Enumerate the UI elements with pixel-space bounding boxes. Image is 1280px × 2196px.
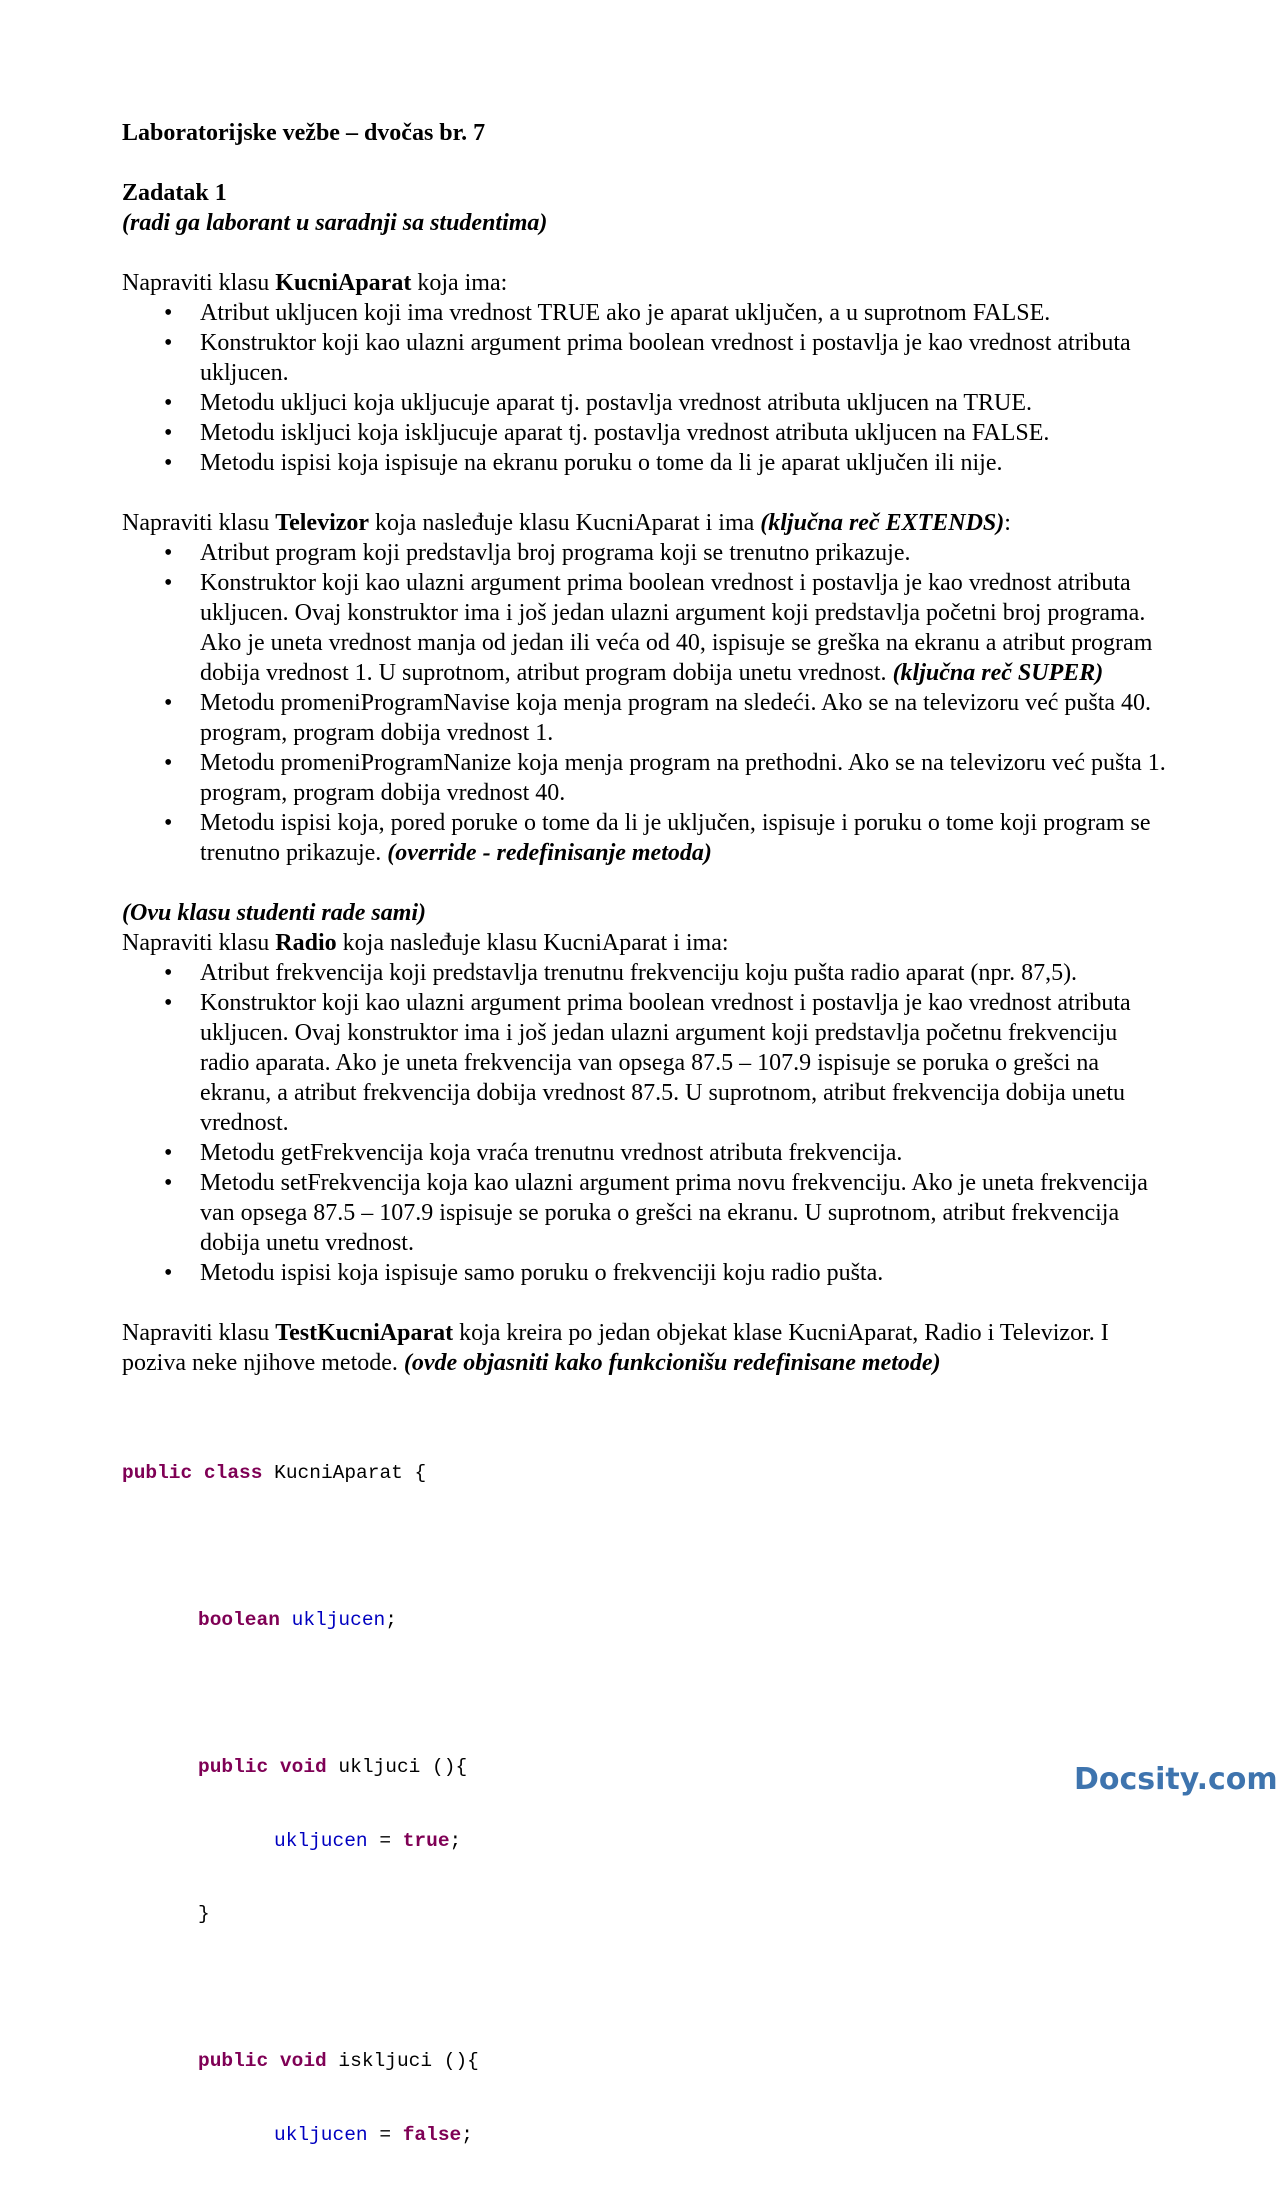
- list-item: • Konstruktor koji kao ulazni argument prima boolean vrednost i postavlja je kao vrednost atributa ukljucen.: [122, 328, 1172, 388]
- test-intro: Napraviti klasu TestKucniAparat koja kreira po jedan objekat klase KucniAparat, Radio i Televizor. I poziva neke njihove metode. (ovde objasniti kako funkcionišu redefinisane metode): [122, 1320, 1109, 1376]
- televizor-bullet-list: [122, 538, 1172, 868]
- document-title: Laboratorijske vežbe – dvočas br. 7: [122, 120, 486, 146]
- list-item: • Konstruktor koji kao ulazni argument prima boolean vrednost i postavlja je kao vrednost atributa ukljucen. Ovaj konstruktor ima i još jedan ulazni argument koji predstavlja početnu frekvenciju radio aparata. Ako je uneta frekvencija van opsega 87.5 – 107.9 ispisuje se poruka o grešci na ekranu, a atribut frekvencija dobija vrednost 87.5. U suprotnom, atribut frekvencija dobija unetu vrednost.: [122, 988, 1172, 1138]
- override-explain-note: (ovde objasniti kako funkcionišu redefinisane metode): [403, 1350, 941, 1376]
- code-line: public void iskljuci (){: [198, 2050, 479, 2072]
- radio-class-name: Radio: [275, 930, 337, 956]
- radio-intro: Napraviti klasu Radio koja nasleđuje klasu KucniAparat i ima:: [122, 930, 729, 956]
- list-item: • Metodu iskljuci koja iskljucuje aparat tj. postavlja vrednost atributa ukljucen na FALSE.: [122, 418, 1172, 448]
- list-item: • Metodu promeniProgramNavise koja menja program na sledeći. Ako se na televizoru već pušta 40. program, program dobija vrednost 1.: [122, 688, 1172, 748]
- list-item: • Atribut program koji predstavlja broj programa koji se trenutno prikazuje.: [122, 538, 1172, 568]
- docsity-watermark: Docsity.com: [1074, 1762, 1278, 1797]
- extends-note: (ključna reč EXTENDS): [760, 510, 1005, 536]
- televizor-intro: Napraviti klasu Televizor koja nasleđuje klasu KucniAparat i ima (ključna reč EXTENDS):: [122, 510, 1011, 536]
- list-item: • Metodu ukljuci koja ukljucuje aparat tj. postavlja vrednost atributa ukljucen na TRUE.: [122, 388, 1172, 418]
- list-item: • Konstruktor koji kao ulazni argument prima boolean vrednost i postavlja je kao vrednost atributa ukljucen. Ovaj konstruktor ima i još jedan ulazni argument koji predstavlja početni broj programa. Ako je uneta vrednost manja od jedan ili veća od 40, ispisuje se greška na ekranu a atribut program dobija vrednost 1. U suprotnom, atribut program dobija unetu vrednost. (ključna reč SUPER): [122, 568, 1172, 688]
- code-line: ukljucen = false;: [274, 2123, 473, 2146]
- code-line: }: [198, 1903, 210, 1925]
- super-note: (ključna reč SUPER): [892, 660, 1104, 686]
- radio-bullet-list: [122, 958, 1172, 1288]
- override-note: (override - redefinisanje metoda): [387, 840, 712, 866]
- list-item: • Metodu setFrekvencija koja kao ulazni argument prima novu frekvenciju. Ako je uneta frekvencija van opsega 87.5 – 107.9 ispisuje se poruka o grešci na ekranu. U suprotnom, atribut frekvencija dobija unetu vrednost.: [122, 1168, 1172, 1258]
- code-line: public class KucniAparat {: [122, 1462, 427, 1484]
- radio-note: (Ovu klasu studenti rade sami): [122, 900, 427, 926]
- kucni-intro: Napraviti klasu KucniAparat koja ima:: [122, 270, 508, 296]
- kucni-class-name: KucniAparat: [275, 270, 412, 296]
- test-class-name: TestKucniAparat: [275, 1320, 454, 1346]
- list-item: • Metodu ispisi koja ispisuje samo poruku o frekvenciji koju radio pušta.: [122, 1258, 1172, 1288]
- list-item: • Metodu promeniProgramNanize koja menja program na prethodni. Ako se na televizoru već pušta 1. program, program dobija vrednost 40.: [122, 748, 1172, 808]
- list-item: • Atribut ukljucen koji ima vrednost TRUE ako je aparat uključen, a u suprotnom FALSE.: [122, 298, 1172, 328]
- document-page: [122, 118, 1172, 2196]
- code-line: ukljucen = true;: [274, 1829, 462, 1852]
- code-listing: [122, 1412, 1172, 2196]
- code-line: public void ukljuci (){: [198, 1756, 468, 1778]
- task-heading: Zadatak 1: [122, 180, 227, 206]
- kucni-bullet-list: [122, 298, 1172, 478]
- list-item: • Metodu ispisi koja, pored poruke o tome da li je uključen, ispisuje i poruku o tome koji program se trenutno prikazuje. (override - redefinisanje metoda): [122, 808, 1172, 868]
- televizor-class-name: Televizor: [275, 510, 370, 536]
- code-line: boolean ukljucen;: [198, 1609, 397, 1631]
- list-item: • Atribut frekvencija koji predstavlja trenutnu frekvenciju koju pušta radio aparat (npr. 87,5).: [122, 958, 1172, 988]
- list-item: • Metodu getFrekvencija koja vraća trenutnu vrednost atributa frekvencija.: [122, 1138, 1172, 1168]
- list-item: • Metodu ispisi koja ispisuje na ekranu poruku o tome da li je aparat uključen ili nije.: [122, 448, 1172, 478]
- task-subtitle: (radi ga laborant u saradnji sa studentima): [122, 210, 548, 236]
